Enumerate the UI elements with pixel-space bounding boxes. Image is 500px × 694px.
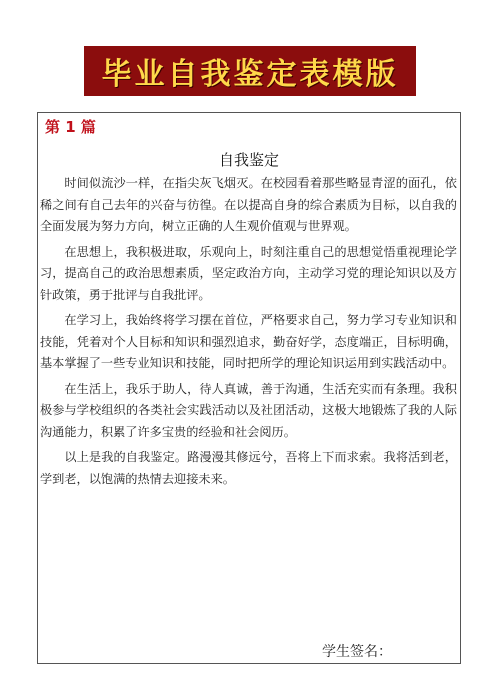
section-label: 第 1 篇 (45, 118, 96, 136)
title-banner (84, 46, 416, 96)
signature-label: 学生签名： (322, 644, 392, 660)
paragraph: 时间似流沙一样，在指尖灰飞烟灭。在校园看着那些略显青涩的面孔，依稀之间有自己去年的兴奋与彷徨。在以提高自身的综合素质为目标，以自我的全面发展为努力方向，树立正确的人生观价值观与世界观。 (40, 176, 457, 233)
page-title: 毕业自我鉴定表模版 (101, 57, 399, 92)
paragraph: 以上是我的自我鉴定。路漫漫其修远兮，吾将上下而求索。我将活到老，学到老，以饱满的热情去迎接未来。 (40, 450, 457, 486)
paragraph: 在思想上，我积极进取，乐观向上，时刻注重自己的思想觉悟重视理论学习，提高自己的政治思想素质，坚定政治方向，主动学习党的理论知识以及方针政策，勇于批评与自我批评。 (40, 244, 457, 302)
paragraph: 在学习上，我始终将学习摆在首位，严格要求自己，努力学习专业知识和技能，凭着对个人目标和知识和强烈追求，勤奋好学，态度端正，目标明确，基本掌握了一些专业知识和技能，同时把所学的理论知识运用到实践活动中。 (40, 313, 457, 370)
document-body (40, 173, 457, 494)
paragraph: 在生活上，我乐于助人，待人真诚，善于沟通，生活充实而有条理。我积极参与学校组织的各类社会实践活动以及社团活动，这极大地锻炼了我的人际沟通能力，积累了许多宝贵的经验和社会阅历。 (40, 381, 457, 439)
document-heading: 自我鉴定 (218, 151, 279, 169)
